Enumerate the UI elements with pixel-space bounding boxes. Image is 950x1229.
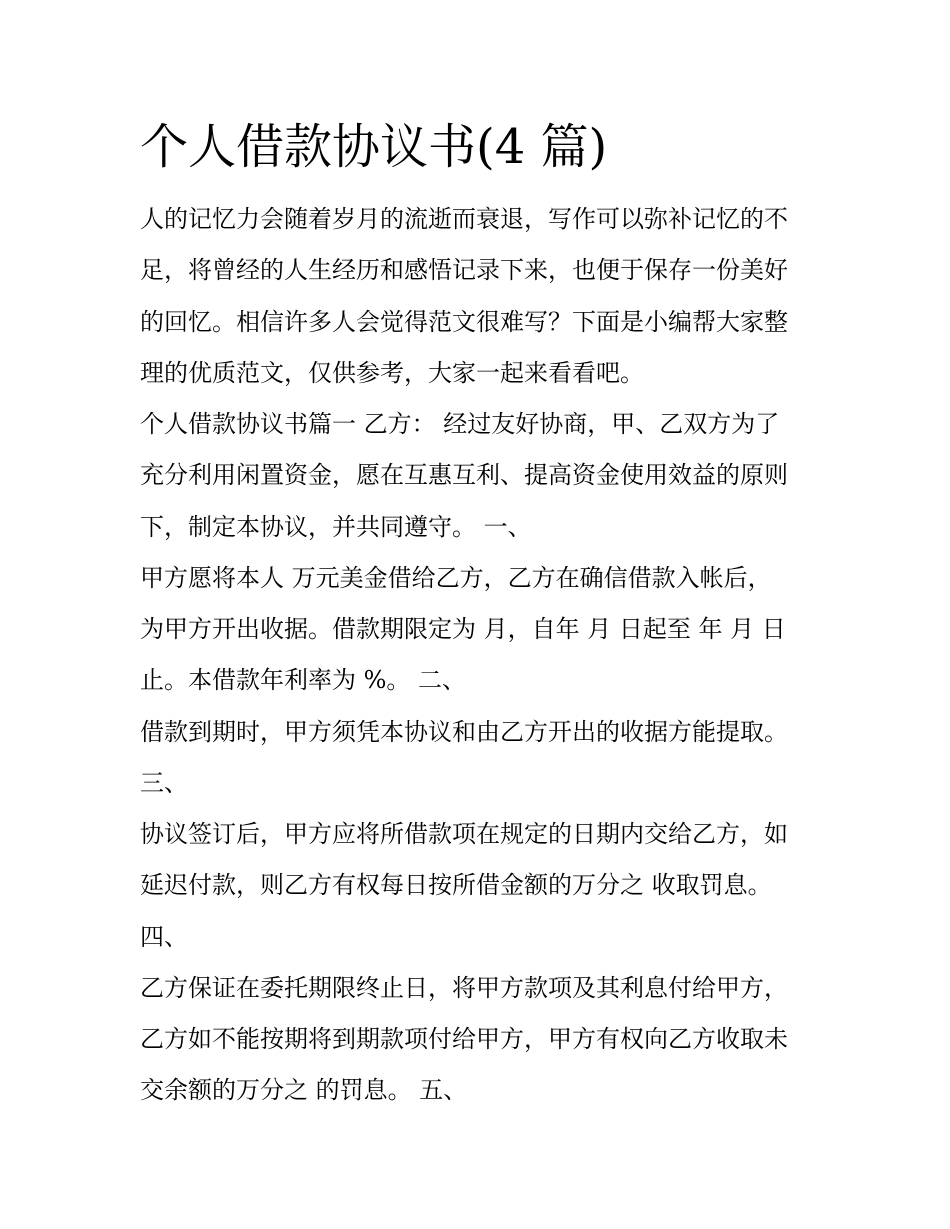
body-line: 下，制定本协议，并共同遵守。 一、	[140, 512, 532, 541]
body-line: 人的记忆力会随着岁月的流逝而衰退，写作可以弥补记忆的不	[140, 205, 788, 233]
body-line: 延迟付款，则乙方有权每日按所借金额的万分之 收取罚息。	[140, 871, 772, 900]
body-line: 甲方愿将本人 万元美金借给乙方，乙方在确信借款入帐后，	[140, 563, 772, 592]
body-line: 三、	[140, 768, 188, 797]
body-line: 足，将曾经的人生经历和感悟记录下来，也便于保存一份美好	[140, 256, 788, 285]
body-line: 四、	[140, 922, 188, 951]
body-line: 的回忆。相信许多人会觉得范文很难写？下面是小编帮大家整	[140, 307, 788, 336]
body-line: 充分利用闲置资金，愿在互惠互利、提高资金使用效益的原则	[140, 461, 788, 490]
document-body	[140, 194, 815, 1117]
body-line: 个人借款协议书篇一 乙方： 经过友好协商，甲、乙双方为了	[140, 410, 780, 438]
body-line: 协议签订后，甲方应将所借款项在规定的日期内交给乙方，如	[140, 820, 788, 848]
body-line: 借款到期时，甲方须凭本协议和由乙方开出的收据方能提取。	[140, 717, 788, 746]
document-title: 个人借款协议书(4 篇)	[140, 119, 608, 175]
body-line: 为甲方开出收据。借款期限定为 月，自年 月 日起至 年 月 日	[140, 615, 786, 643]
body-line: 乙方如不能按期将到期款项付给甲方，甲方有权向乙方收取未	[140, 1025, 788, 1053]
body-line: 交余额的万分之 的罚息。 五、	[140, 1076, 468, 1105]
body-line: 止。本借款年利率为 %。 二、	[140, 666, 467, 695]
body-line: 乙方保证在委托期限终止日，将甲方款项及其利息付给甲方，	[140, 973, 788, 1002]
body-line: 理的优质范文，仅供参考，大家一起来看看吧。	[140, 358, 644, 387]
